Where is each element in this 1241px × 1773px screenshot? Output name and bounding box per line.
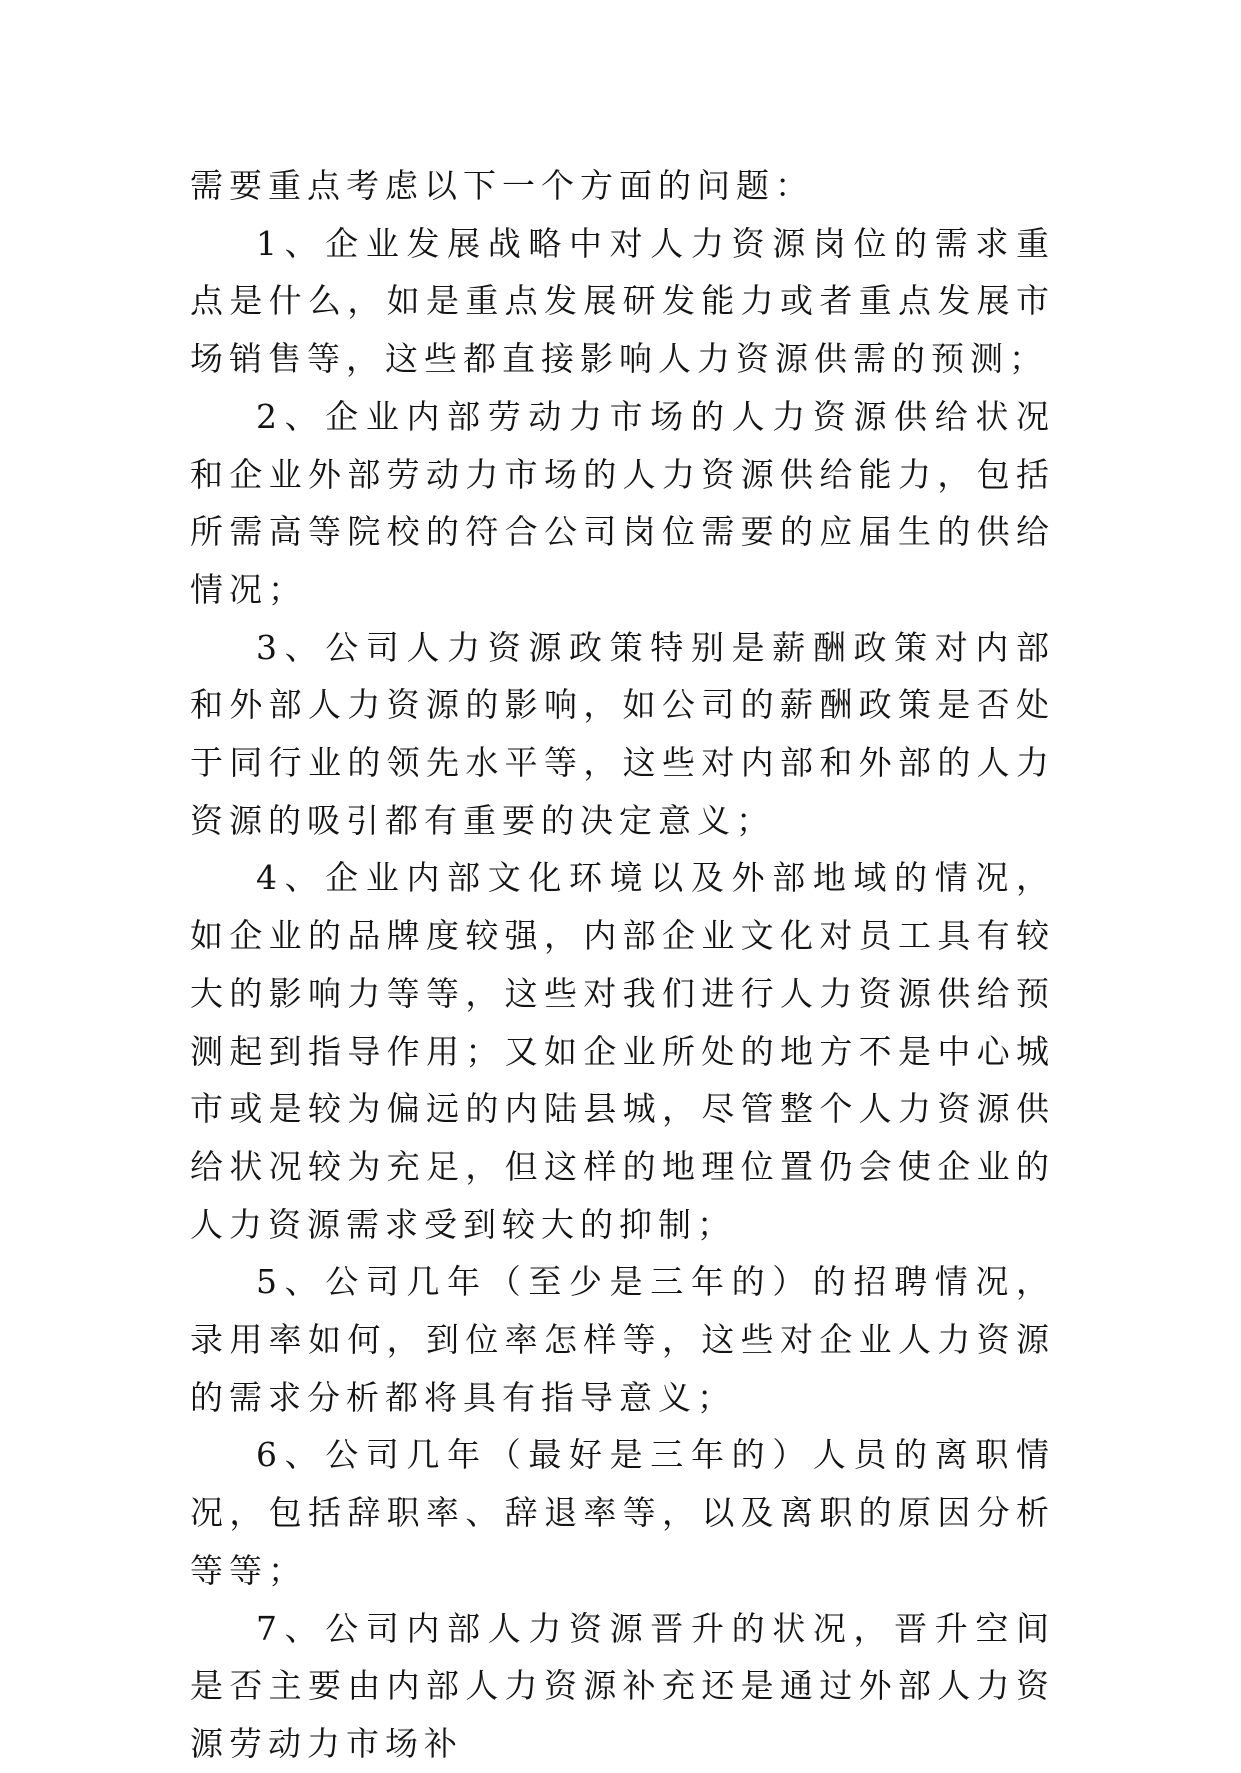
list-item-1: 1、企业发展战略中对人力资源岗位的需求重点是什么，如是重点发展研发能力或者重点发展市场销售等，这些都直接影响人力资源供需的预测；: [190, 223, 1055, 379]
intro-paragraph: 需要重点考虑以下一个方面的问题：: [190, 166, 814, 205]
body-text: [190, 157, 1055, 1773]
list-item-6: 6、公司几年（最好是三年的）人员的离职情况，包括辞职率、辞退率等，以及离职的原因分析等等；: [190, 1435, 1055, 1590]
list-item-5: 5、公司几年（至少是三年的）的招聘情况，录用率如何，到位率怎样等，这些对企业人力资源的需求分析都将具有指导意义；: [190, 1262, 1055, 1417]
list-item-4: 4、企业内部文化环境以及外部地域的情况，如企业的品牌度较强，内部企业文化对员工具有较大的影响力等等，这些对我们进行人力资源供给预测起到指导作用；又如企业所处的地方不是中心城市或是较为偏远的内陆县城，尽管整个人力资源供给状况较为充足，但这样的地理位置仍会使企业的人力资源需求受到较大的抑制；: [190, 858, 1055, 1244]
list-item-3: 3、公司人力资源政策特别是薪酬政策对内部和外部人力资源的影响，如公司的薪酬政策是否处于同行业的领先水平等，这些对内部和外部的人力资源的吸引都有重要的决定意义；: [190, 627, 1055, 840]
list-item-2: 2、企业内部劳动力市场的人力资源供给状况和企业外部劳动力市场的人力资源供给能力，包括所需高等院校的符合公司岗位需要的应届生的供给情况；: [190, 396, 1055, 609]
list-item-7: 7、公司内部人力资源晋升的状况，晋升空间是否主要由内部人力资源补充还是通过外部人力资源劳动力市场补: [190, 1608, 1055, 1763]
